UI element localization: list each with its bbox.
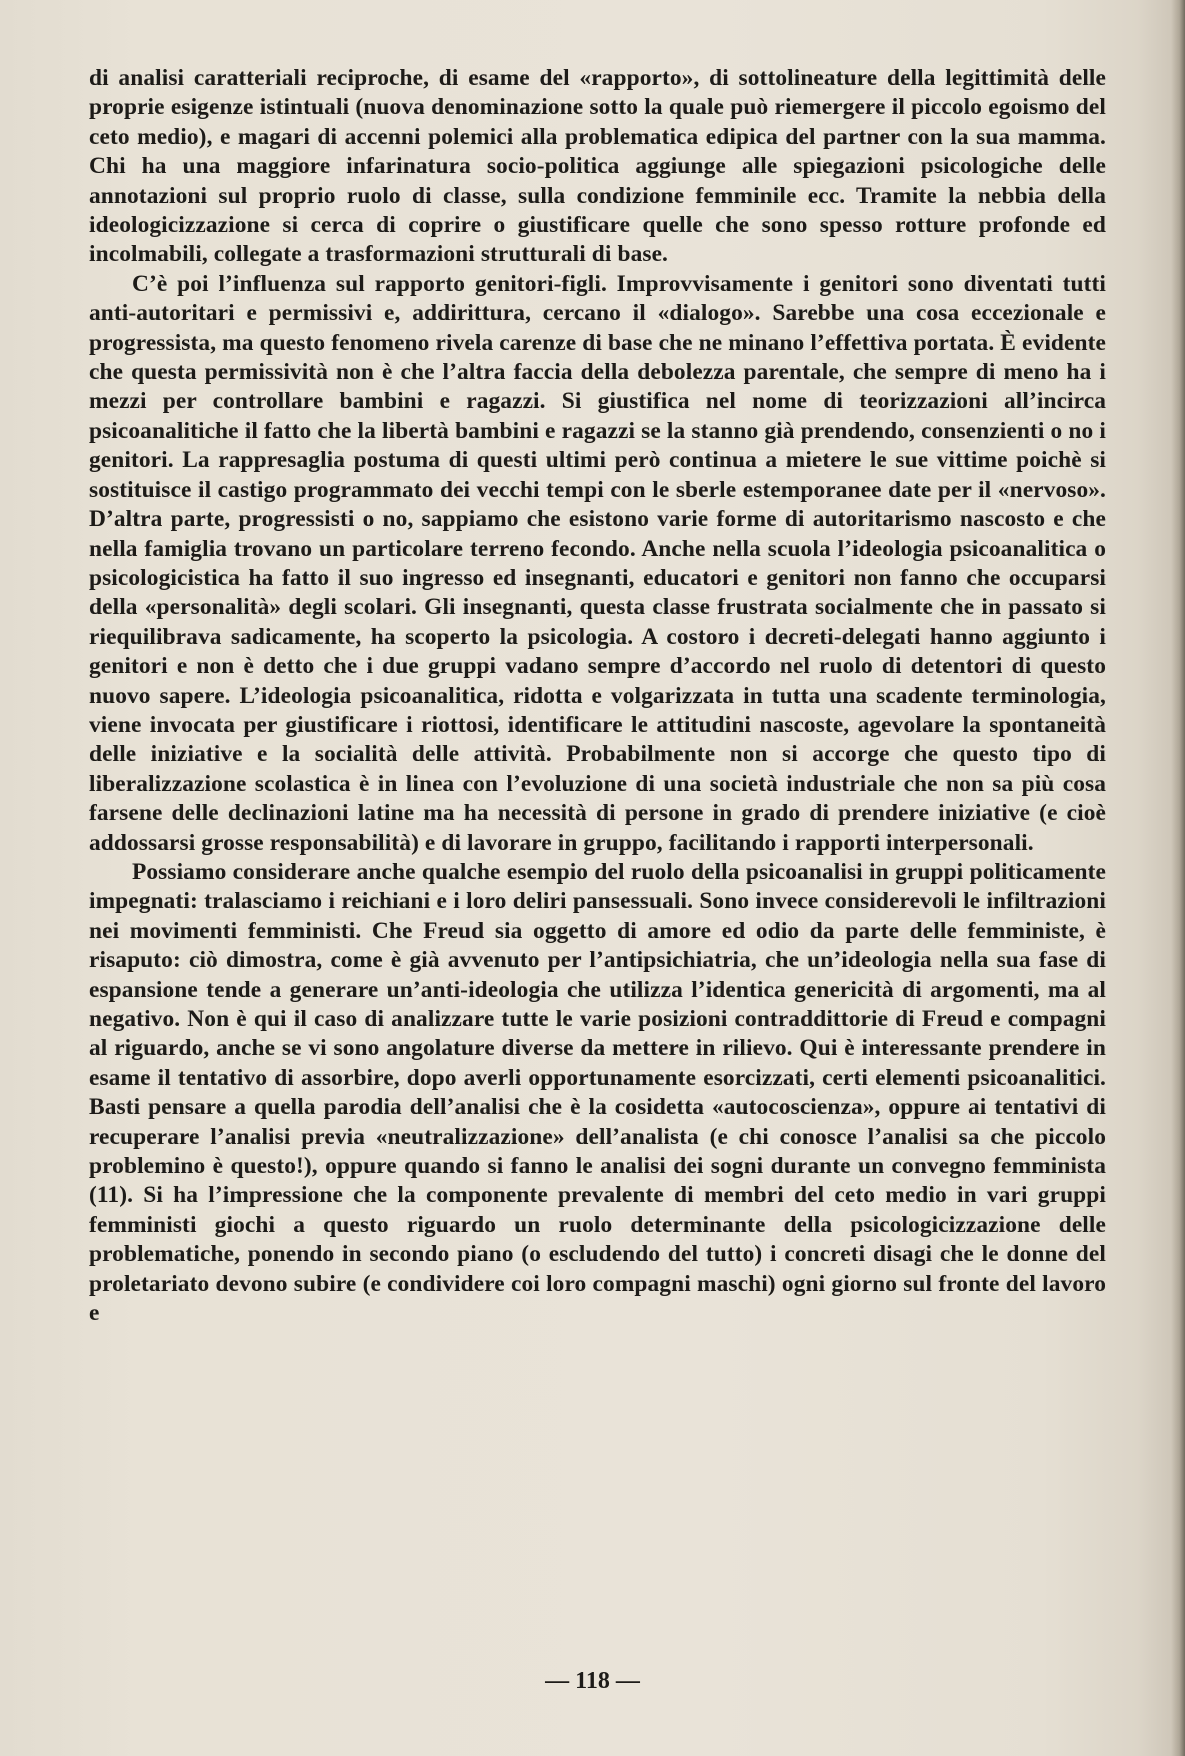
paragraph-2: C’è poi l’influenza sul rapporto genitori-figli. Improvvisamente i genitori sono diventati tutti anti-autoritari e permissivi e, addirittura, cercano il «dialogo». Sarebbe una cosa eccezionale e progressista, ma questo fenomeno rivela carenze di base che ne minano l’effettiva portata. È evidente che questa permissività non è che l’altra faccia della debolezza parentale, che sempre di meno ha i mezzi per controllare bambini e ragazzi. Si giustifica nel nome di teorizzazioni all’incirca psicoanalitiche il fatto che la libertà bambini e ragazzi se la stanno già prendendo, consenzienti o no i genitori. La rappresaglia postuma di questi ultimi però continua a mietere le sue vittime poichè si sostituisce il castigo programmato dei vecchi tempi con le sberle estemporanee date per il «nervoso». D’altra parte, progressisti o no, sappiamo che esistono varie forme di autoritarismo nascosto e che nella famiglia trovano un particolare terreno fecondo. Anche nella scuola l’ideologia psicoanalitica o psicologicistica ha fatto il suo ingresso ed insegnanti, educatori e genitori non fanno che occuparsi della «personalità» degli scolari. Gli insegnanti, questa classe frustrata socialmente che in passato si riequilibrava sadicamente, ha scoperto la psicologia. A costoro i decreti-delegati hanno aggiunto i genitori e non è detto che i due gruppi vadano sempre d’accordo nel ruolo di detentori di questo nuovo sapere. L’ideologia psicoanalitica, ridotta e volgarizzata in tutta una scadente terminologia, viene invocata per giustificare i riottosi, identificare le attitudini nascoste, agevolare la spontaneità delle iniziative e la socialità delle attività. Probabilmente non si accorge che questo tipo di liberalizzazione scolastica è in linea con l’evoluzione di una società industriale che non sa più cosa farsene delle declinazioni latine ma ha necessità di persone in grado di prendere iniziative (e cioè addossarsi grosse responsabilità) e di lavorare in gruppo, facilitando i rapporti interpersonali. [89,270,1106,856]
page-number: — 118 — [545,1668,640,1694]
page-edge-shadow [1171,0,1185,1756]
body-text [89,64,1106,1328]
paragraph-3: Possiamo considerare anche qualche esempio del ruolo della psicoanalisi in gruppi politicamente impegnati: tralasciamo i reichiani e i loro deliri pansessuali. Sono invece considerevoli le infiltrazioni nei movimenti femministi. Che Freud sia oggetto di amore ed odio da parte delle femministe, è risaputo: ciò dimostra, come è già avvenuto per l’antipsichiatria, che un’ideologia nella sua fase di espansione tende a generare un’anti-ideologia che utilizza l’identica genericità di argomenti, ma al negativo. Non è qui il caso di analizzare tutte le varie posizioni contraddittorie di Freud e compagni al riguardo, anche se vi sono angolature diverse da mettere in rilievo. Qui è interessante prendere in esame il tentativo di assorbire, dopo averli opportunamente esorcizzati, certi elementi psicoanalitici. Basti pensare a quella parodia dell’analisi che è la cosidetta «autocoscienza», oppure ai tentativi di recuperare l’analisi previa «neutralizzazione» dell’analista (e chi conosce l’analisi sa che piccolo problemino è questo!), oppure quando si fanno le analisi dei sogni durante un convegno femminista (11). Si ha l’impressione che la componente prevalente di membri del ceto medio in vari gruppi femministi giochi a questo riguardo un ruolo determinante della psicologicizzazione delle problematiche, ponendo in secondo piano (o escludendo del tutto) i concreti disagi che le donne del proletariato devono subire (e condividere coi loro compagni maschi) ogni giorno sul fronte del lavoro e [89,858,1106,1327]
paragraph-1: di analisi caratteriali reciproche, di esame del «rapporto», di sottolineature della legittimità delle proprie esigenze istintuali (nuova denominazione sotto la quale può riemergere il piccolo egoismo del ceto medio), e magari di accenni polemici alla problematica edipica del partner con la sua mamma. Chi ha una maggiore infarinatura socio-politica aggiunge alle spiegazioni psicologiche delle annotazioni sul proprio ruolo di classe, sulla condizione femminile ecc. Tramite la nebbia della ideologicizzazione si cerca di coprire o giustificare quelle che sono spesso rotture profonde ed incolmabili, collegate a trasformazioni strutturali di base. [89,65,1106,268]
